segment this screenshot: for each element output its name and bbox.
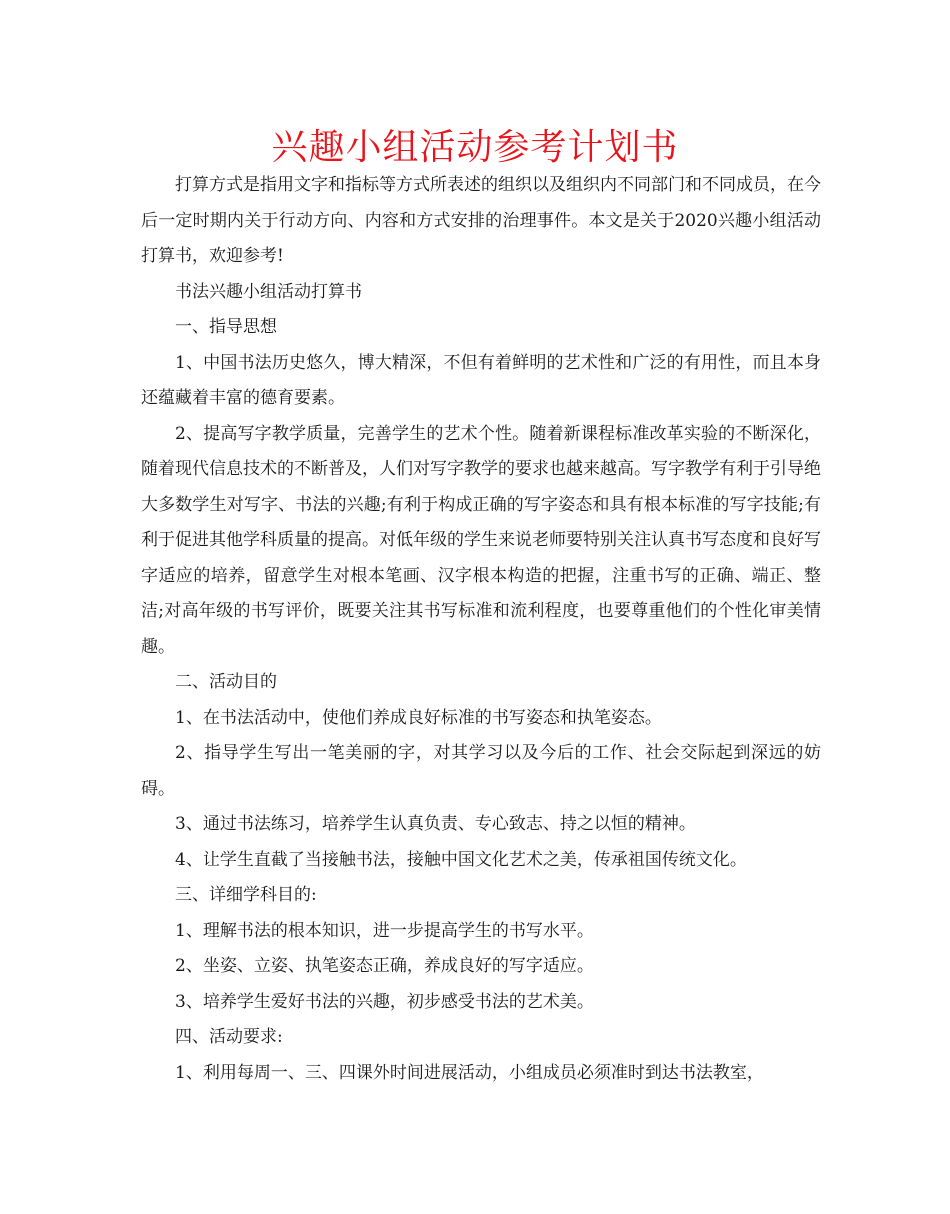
intro-paragraph: 打算方式是指用文字和指标等方式所表述的组织以及组织内不同部门和不同成员，在今后一定时期内关于行动方向、内容和方式安排的治理事件。本文是关于2020兴趣小组活动打算书，欢迎参考!: [141, 175, 821, 266]
document-title: 兴趣小组活动参考计划书: [271, 127, 679, 168]
paragraph: 3、培养学生爱好书法的兴趣，初步感受书法的艺术美。: [175, 991, 594, 1012]
paragraph: 2、坐姿、立姿、执笔姿态正确，养成良好的写字适应。: [175, 956, 594, 976]
paragraph: 1、在书法活动中，使他们养成良好标准的书写姿态和执笔姿态。: [175, 707, 662, 728]
paragraph: 1、理解书法的根本知识，进一步提高学生的书写水平。: [175, 920, 594, 941]
paragraph: 2、提高写字教学质量，完善学生的艺术个性。随着新课程标准改革实验的不断深化，随着现代信息技术的不断普及，人们对写字教学的要求也越来越高。写字教学有利于引导绝大多数学生对写字、书法的兴趣;有利于构成正确的写字姿态和具有根本标准的写字技能;有利于促进其他学科质量的提高。对低年级的学生来说老师要特别关注认真书写态度和良好写字适应的培养，留意学生对根本笔画、汉字根本构造的把握，注重书写的正确、端正、整洁;对高年级的书写评价，既要关注其书写标准和流利程度，也要尊重他们的个性化审美情趣。: [141, 423, 821, 657]
paragraph: 4、让学生直截了当接触书法，接触中国文化艺术之美，传承祖国传统文化。: [175, 849, 747, 870]
section-heading-1: 一、指导思想: [175, 317, 277, 337]
section-subtitle: 书法兴趣小组活动打算书: [175, 281, 362, 302]
section-heading-4: 四、活动要求:: [175, 1027, 283, 1047]
section-heading-2: 二、活动目的: [175, 672, 277, 692]
paragraph: 2、指导学生写出一笔美丽的字，对其学习以及今后的工作、社会交际起到深远的妨碍。: [141, 743, 821, 799]
paragraph: 3、通过书法练习，培养学生认真负责、专心致志、持之以恒的精神。: [175, 814, 696, 834]
section-heading-3: 三、详细学科目的:: [175, 885, 317, 905]
paragraph: 1、利用每周一、三、四课外时间进展活动，小组成员必须准时到达书法教室，: [175, 1062, 764, 1083]
document-body: [141, 168, 821, 1091]
paragraph: 1、中国书法历史悠久，博大精深，不但有着鲜明的艺术性和广泛的有用性，而且本身还蕴藏着丰富的德育要素。: [141, 352, 821, 408]
